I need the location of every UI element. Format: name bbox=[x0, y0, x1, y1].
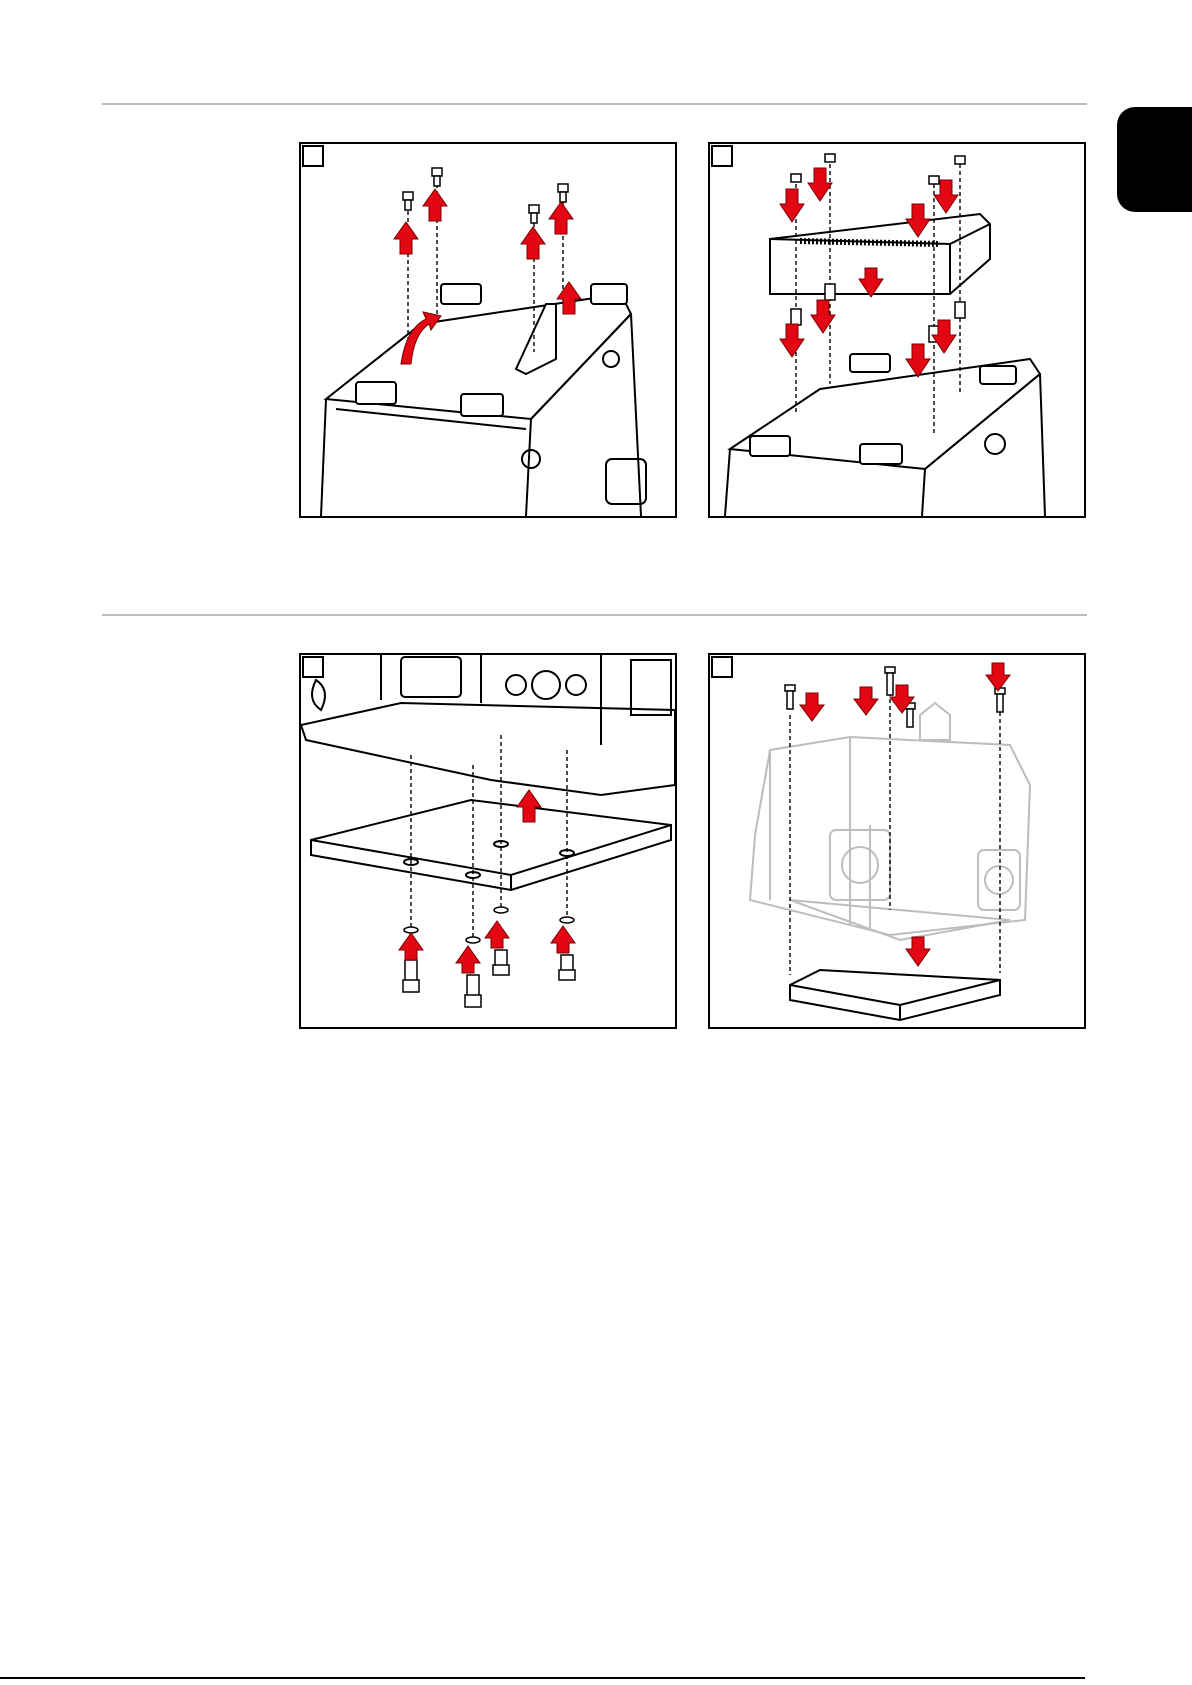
step-number-4 bbox=[711, 656, 733, 678]
step-number-1 bbox=[302, 145, 324, 167]
footer-rule bbox=[0, 1677, 1085, 1679]
chapter-tab bbox=[1117, 107, 1192, 212]
illustration-step-4 bbox=[708, 653, 1086, 1029]
step-number-3 bbox=[302, 656, 324, 678]
illustration-step-1 bbox=[299, 142, 677, 518]
illustration-step-2 bbox=[708, 142, 1086, 518]
tray-mounting-drawing bbox=[710, 144, 1084, 516]
section-rule-middle bbox=[102, 614, 1087, 616]
base-plate-mounting-drawing bbox=[710, 655, 1084, 1027]
top-cover-screw-removal-drawing bbox=[301, 144, 675, 516]
step-number-2 bbox=[711, 145, 733, 167]
illustration-step-3 bbox=[299, 653, 677, 1029]
base-plate-feet-drawing bbox=[301, 655, 675, 1027]
section-rule-top bbox=[102, 103, 1087, 105]
